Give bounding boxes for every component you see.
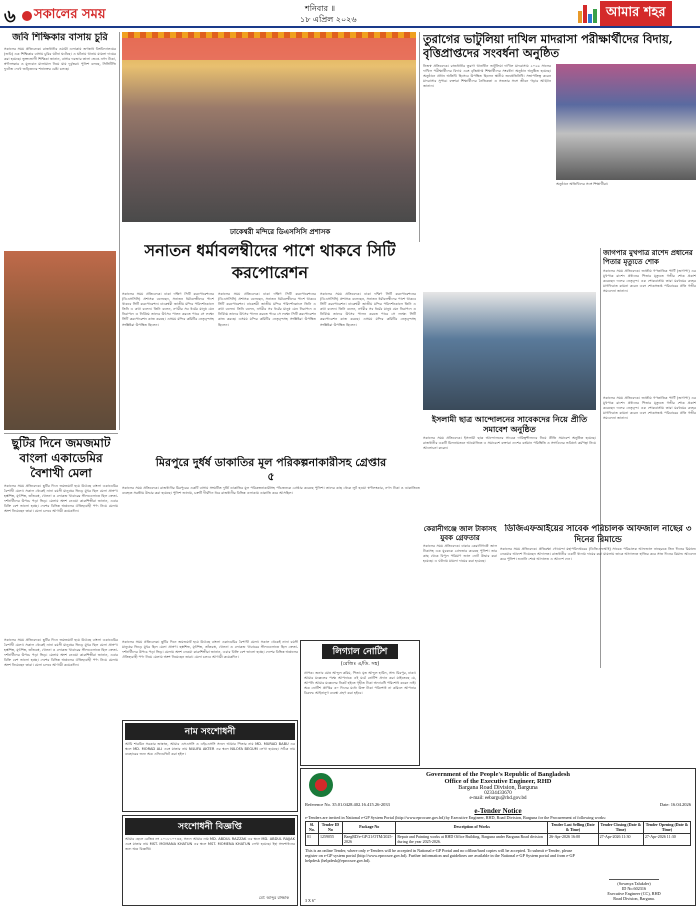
tender-cell: 26-Apr-2026 16:00 [548,834,599,846]
tender-notice [300,768,696,906]
story-body: নিজস্ব প্রতিবেদক। রাজধানীর তুরাগ থানাধীন ভাটুলিয়া দাখিল মাদরাসায় ২০২৬ সালের দাখিল পরীক্ষার্থীদের বিদায় এবং বৃত্তিপ্রাপ্ত শিক্ষার্থীদের সংবর্ধনা অনুষ্ঠান অনুষ্ঠিত হয়েছে। অনুষ্ঠানে প্রধান অতিথি হিসেবে উপস্থিত ছিলেন স্থানীয় জনপ্রতিনিধি। সভাপতিত্ব করেন মাদরাসার সুপার। বক্তারা শিক্ষার্থীদের নৈতিকতা ও সততার সঙ্গে জীবন গড়ার আহ্বান জানান। [423,64,551,89]
tender-email: e-mail: eebargu@rhd.gov.bd [469,796,527,801]
page-number: ৬ [4,6,16,27]
story-title: ছুটির দিনে জমজমাট বাংলা একাডেমির বৈশাখী মেলা [11,436,111,480]
photo-mela-stalls [4,251,116,430]
notice-body: আমি শারমিন সরকার জান্নাত, আমার এসএসসি ও এইচএসসি সনদে আমার পিতার নাম MD. MURAD BABU এর স্থলে MD. MORAD ALI এবং মাতার নাম NILUFA AKTER এর স্থলে NILOFA BEGUM লেখা হয়েছে। সঠিক নাম ব্যবহারের জন্য অত্র এফিডেভিট করা হইল। [125,742,295,757]
story-theft [4,32,116,430]
signature-scribble-icon [609,874,659,880]
tender-title: e-Tender Notice [474,807,522,815]
legal-notice-subtitle: (রেজিঃ এ/ডি. সহ) [340,661,380,667]
notice-title: সংশোধনী বিজ্ঞপ্তি [125,818,295,835]
sign-name: (Sowmya Talukder) [617,881,651,886]
section-badge [578,1,696,25]
tender-gov: Government of the People's Republic of Bangladesh [425,771,571,778]
story-title: তুরাগের ভাটুলিয়া দাখিল মাদরাসা পরীক্ষার্থীদের বিদায়, বৃত্তিপ্রাপ্তদের সংবর্ধনা অনুষ্ঠিত [423,32,673,60]
notice-title: নাম সংশোধনী [125,723,295,740]
marigold-garland [122,32,416,38]
tender-date: Date: 16.04.2026 [659,802,691,807]
section-name: আমার শহর [600,1,672,26]
city-skyline-icon [578,3,597,23]
tender-phone: 02334433670 [484,791,512,796]
story-title: ইসলামী ছাত্র আন্দোলনের সাবেকদের নিয়ে প্রীতি সমাবেশ অনুষ্ঠিত [431,414,588,434]
banner-text [122,38,416,60]
story-title: কেরানীগঞ্জে জাল টাকাসহ যুবক গ্রেফতার [423,524,497,542]
issue-day: শনিবার ॥ [305,4,336,13]
story-islami [423,414,596,522]
issue-date: ১৮ এপ্রিল ২০২৬ [300,15,357,24]
tender-col-header: Description of Works [396,822,548,834]
story-body: সকালের সময় প্রতিবেদক। রাজধানীর ওয়ারী এলাকায় জগন্নাথ বিশ্ববিদ্যালয়ের (জবি) এক শিক্ষিকার বাসায় চুরির ঘটনা ঘটেছে। এ ঘটনায় থানায় মামলা দায়ের করা হয়েছে। ভুক্তভোগী শিক্ষিকা জানান, বাসার দরজার তালা ভেঙে নগদ টাকা, স্বর্ণালংকার ও মূল্যবান মালামাল নিয়ে যায় দুর্বৃত্তরা। পুলিশ বলছে, সিসিটিভি ফুটেজ দেখে জড়িতদের শনাক্তের চেষ্টা চলছে। [4,47,116,72]
headline-body-col3: সকালের সময় প্রতিবেদক। ঢাকা দক্ষিণ সিটি করপোরেশনের (ডিএসসিসি) প্রশাসক বলেছেন, সনাতন ধর্মাবলম্বীদের পাশে থাকবে সিটি করপোরেশন। ঢাকেশ্বরী জাতীয় মন্দির পরিদর্শনকালে তিনি এ কথা বলেন। তিনি বলেন, নগরীর সব ধর্মের মানুষ যেন নিরাপদে ও নির্বিঘ্নে তাদের উৎসব পালন করতে পারে সে লক্ষ্যে সিটি করপোরেশন কাজ করছে। এসময় মন্দির কমিটির নেতৃবৃন্দসহ সংশ্লিষ্টরা উপস্থিত ছিলেন। [320,292,416,327]
sign-id: ID No.602316 [621,886,647,891]
gov-emblem-icon [309,773,333,797]
ad-code: 3 X 6" [305,898,316,903]
legal-notice-title: লিগ্যাল নোটিশ [322,644,398,659]
story-body: সকালের সময় প্রতিবেদক। ছুটির দিনে জমজমাট হয়ে উঠেছে বাংলা একাডেমির বৈশাখী মেলা। সকাল থেকেই নানা বয়সী মানুষের ভিড়ে মুখর ছিল মেলা প্রাঙ্গণ। হস্তশিল্প, মৃৎশিল্প, তাঁতবস্ত্র, খেলনা ও লোকজ খাবারের স্টলগুলোতে ছিল ক্রেতা-দর্শনার্থীদের উপচে পড়া ভিড়। মেলায় অংশ নেওয়া কারুশিল্পীরা জানান, এবার বিক্রি বেশ ভালো হচ্ছে। দেশের বিভিন্ন অঞ্চলের ঐতিহ্যবাহী পণ্য নিয়ে মেলায় অংশ নিয়েছেন তারা। মেলা চলবে আগামী কয়েকদিন। [4,484,118,514]
tender-cell: Repair and Painting works at RHD Office Building, Barguna under Barguna Road division during the year 2025-2026. [396,834,548,846]
sign-title: Executive Engineer (CC), RHD [607,891,661,896]
paper-name: সকালের সময় [22,5,106,26]
legal-notice-body: প্রাপক: জনাব মোঃ আব্দুল করিম, পিতা: মৃত আব্দুল হামিদ, সাং: মিরপুর, ঢাকা। আমার মক্কেলের পক্ষে আপনাকে এই মর্মে নোটিশ প্রদান করা যাইতেছে যে, আপনি আমার মক্কেলের নিকট হইতে গৃহীত টাকা অদ্যাবধি পরিশোধ করেন নাই। অত্র নোটিশ প্রাপ্তির ৩০ দিনের মধ্যে উক্ত টাকা পরিশোধ না করিলে আপনার বিরুদ্ধে আইনানুগ ব্যবস্থা গ্রহণ করা হইবে। [304,671,416,696]
story-body: সকালের সময় প্রতিবেদক। ইসলামী ছাত্র আন্দোলনের সাবেক দায়িত্বশীলদের নিয়ে প্রীতি সমাবেশ অনুষ্ঠিত হয়েছে। রাজধানীর একটি মিলনায়তনে আয়োজিত এ সমাবেশে বক্তারা দেশের বর্তমান পরিস্থিতি ও সংগঠনের ভবিষ্যৎ কর্মপন্থা নিয়ে আলোচনা করেন। [423,436,596,451]
tender-row [306,834,691,846]
photo-islami-gathering [423,292,596,410]
headline-body-col1: সকালের সময় প্রতিবেদক। ঢাকা দক্ষিণ সিটি করপোরেশনের (ডিএসসিসি) প্রশাসক বলেছেন, সনাতন ধর্মাবলম্বীদের পাশে থাকবে সিটি করপোরেশন। ঢাকেশ্বরী জাতীয় মন্দির পরিদর্শনকালে তিনি এ কথা বলেন। তিনি বলেন, নগরীর সব ধর্মের মানুষ যেন নিরাপদে ও নির্বিঘ্নে তাদের উৎসব পালন করতে পারে সে লক্ষ্যে সিটি করপোরেশন কাজ করছে। এসময় মন্দির কমিটির নেতৃবৃন্দসহ সংশ্লিষ্টরা উপস্থিত ছিলেন। [122,292,214,327]
tender-address: Bargana Road Division, Barguna [458,785,538,791]
story-mela [4,436,118,636]
story-body: সকালের সময় প্রতিবেদক। ঢাকার কেরানীগঞ্জে জাল টাকাসহ এক যুবককে গ্রেফতার করেছে পুলিশ। তার কাছ থেকে বিপুল পরিমাণ জাল নোট উদ্ধার করা হয়েছে। এ ঘটনায় মামলা দায়ের করা হয়েছে। [423,544,497,564]
tender-col-header: Tender Opening (Date & Time) [643,822,690,834]
headline-body-col2: সকালের সময় প্রতিবেদক। ঢাকা দক্ষিণ সিটি করপোরেশনের (ডিএসসিসি) প্রশাসক বলেছেন, সনাতন ধর্মাবলম্বীদের পাশে থাকবে সিটি করপোরেশন। ঢাকেশ্বরী জাতীয় মন্দির পরিদর্শনকালে তিনি এ কথা বলেন। তিনি বলেন, নগরীর সব ধর্মের মানুষ যেন নিরাপদে ও নির্বিঘ্নে তাদের উৎসব পালন করতে পারে সে লক্ষ্যে সিটি করপোরেশন কাজ করছে। এসময় মন্দির কমিটির নেতৃবৃন্দসহ সংশ্লিষ্টরা উপস্থিত ছিলেন। [218,292,316,327]
story-jagpa-cont [603,396,696,506]
tender-col-header: Sl. No. [306,822,319,834]
story-jagpa [603,248,696,393]
sign-office: Road Division, Barguna. [613,896,655,901]
main-photo-caption: ঢাকেশ্বরী মন্দিরে ডিএসসিসি প্রশাসক [230,228,331,236]
tender-cell: 1259055 [318,834,342,846]
notice-signature: মো: আব্দুর রাজ্জাক [258,895,289,900]
story-title: জবি শিক্ষিকার বাসায় চুরি [12,32,108,43]
story-madrasa [423,32,696,244]
tender-intro: e-Tenders are invited in National e-GP System Portal (http://www.eprocure.gov.bd) by Executive Engineer, RHD, Road Division, Barguna for the Procurement of following works: [305,815,607,820]
story-title: জাগপার মুখপাত্র রাশেদ প্রধানের পিতার মৃত্যুতে শোক [603,248,693,266]
story-dgfi [500,524,696,672]
story-body: সকালের সময় প্রতিবেদক। প্রতিরক্ষা গোয়েন্দা মহাপরিদপ্তরের (ডিজিএফআই) সাবেক পরিচালক আফজাল নাছেরকে তিন দিনের রিমান্ডে নেওয়ার আদেশ দিয়েছেন আদালত। রাজধানীর একটি থানায় দায়ের করা মামলায় তাকে আদালতে হাজির করে সাত দিনের রিমান্ড আবেদন করে পুলিশ। শুনানি শেষে আদালত এ আদেশ দেন। [500,547,696,562]
story-mela-cont: সকালের সময় প্রতিবেদক। ছুটির দিনে জমজমাট হয়ে উঠেছে বাংলা একাডেমির বৈশাখী মেলা। সকাল থেকেই নানা বয়সী মানুষের ভিড়ে মুখর ছিল মেলা প্রাঙ্গণ। হস্তশিল্প, মৃৎশিল্প, তাঁতবস্ত্র, খেলনা ও লোকজ খাবারের স্টলগুলোতে ছিল ক্রেতা-দর্শনার্থীদের উপচে পড়া ভিড়। মেলায় অংশ নেওয়া কারুশিল্পীরা জানান, এবার বিক্রি বেশ ভালো হচ্ছে। দেশের বিভিন্ন অঞ্চলের ঐতিহ্যবাহী পণ্য নিয়ে মেলায় অংশ নিয়েছেন তারা। মেলা চলবে আগামী কয়েকদিন। [4,638,118,668]
tender-reference: Reference No. 35.01.0428.402.16.415.26-2033 [305,802,390,807]
tender-col-header: Tender Last Selling (Date & Time) [548,822,599,834]
tender-col-header: Tender ID No [318,822,342,834]
tender-office: Office of the Executive Engineer, RHD [444,778,552,785]
photo-caption: অনুষ্ঠানে অতিথিদের সঙ্গে শিক্ষার্থীরা। [556,182,609,186]
legal-notice [300,640,420,766]
tender-cell: 27-Apr-2026 11:30 [598,834,643,846]
tender-footer: This is an online Tender, where only e-Tenders will be accepted in National e-GP Portal and no offline/hard copies will be accepted. To submit e-Tender, please register on e-GP system portal (http://www.eprocure.gov.bd). Further information and guidelines are available in the National e-GP System portal and from e-GP helpdesk (helpdesk@eprocure.gov.bd). [305,848,575,864]
story-mela-col2: সকালের সময় প্রতিবেদক। ছুটির দিনে জমজমাট হয়ে উঠেছে বাংলা একাডেমির বৈশাখী মেলা। সকাল থেকেই নানা বয়সী মানুষের ভিড়ে মুখর ছিল মেলা প্রাঙ্গণ। হস্তশিল্প, মৃৎশিল্প, তাঁতবস্ত্র, খেলনা ও লোকজ খাবারের স্টলগুলোতে ছিল ক্রেতা-দর্শনার্থীদের উপচে পড়া ভিড়। মেলায় অংশ নেওয়া কারুশিল্পীরা জানান, এবার বিক্রি বেশ ভালো হচ্ছে। দেশের বিভিন্ন অঞ্চলের ঐতিহ্যবাহী পণ্য নিয়ে মেলায় অংশ নিয়েছেন তারা। মেলা চলবে আগামী কয়েকদিন। [122,640,298,660]
notice-body: আমার ছেলে রেজিঃ নং ২০১৮১০৭৩৩, সনদে আমার নাম MD. ABDUL RAZZAK এর স্থলে MD. ABDUL RAJJAK এবং মাতার নাম MST. MOMANA KHATUN এর স্থলে MST. MOMENA KHATUN লেখা হয়েছে। ইহা সংশোধনের জন্য অত্র বিজ্ঞপ্তি। [125,837,295,852]
photo-madrasa-event [556,64,696,180]
story-body: সকালের সময় প্রতিবেদক। রাজধানীর মিরপুরের একটি বাসায় সংঘটিত দুর্ধর্ষ ডাকাতির মূল পরিকল্পনাকারীসহ পাঁচজনকে গ্রেপ্তার করেছে পুলিশ। তাদের কাছ থেকে লুট হওয়া স্বর্ণালংকার, নগদ টাকা ও ডাকাতিতে ব্যবহৃত সরঞ্জাম উদ্ধার করা হয়েছে। পুলিশ জানায়, চক্রটি দীর্ঘদিন ধরে রাজধানীর বিভিন্ন এলাকায় ডাকাতি করে আসছিল। [122,486,420,496]
photo-dscc-temple [122,32,416,222]
story-mirpur [122,456,420,638]
story-body: সকালের সময় প্রতিবেদক। জাতীয় গণতান্ত্রিক পার্টি (জাগপা) এর মুখপাত্র রাশেদ প্রধানের পিতার মৃত্যুতে গভীর শোক প্রকাশ করেছেন দলের নেতৃবৃন্দ। এক শোকবার্তায় তারা মরহুমের রুহের মাগফিরাত কামনা করেন এবং শোকসন্তপ্ত পরিবারের প্রতি গভীর সমবেদনা জানান। [603,396,696,421]
tender-cell: 01 [306,834,319,846]
tender-cell: BaegRD/e-GP/21/OTM/2025-2026 [343,834,396,846]
paper-logo-icon [22,11,32,21]
masthead [0,0,700,28]
tender-table [305,821,691,846]
tender-col-header: Package No [343,822,396,834]
tender-col-header: Tender Closing (Date & Time) [598,822,643,834]
tender-cell: 27-Apr-2026 11:30 [643,834,690,846]
story-title: মিরপুরে দুর্ধর্ষ ডাকাতির মূল পরিকল্পনাকারীসহ গ্রেপ্তার ৫ [155,456,387,483]
name-change-notice [122,720,298,812]
story-keraniganj [423,524,497,628]
tender-signature-block [579,874,689,901]
story-title: ডিজিএফআইয়ের সাবেক পরিচালক আফজাল নাছের ৩ দিনের রিমান্ডে [504,524,692,545]
story-body: সকালের সময় প্রতিবেদক। জাতীয় গণতান্ত্রিক পার্টি (জাগপা) এর মুখপাত্র রাশেদ প্রধানের পিতার মৃত্যুতে গভীর শোক প্রকাশ করেছেন দলের নেতৃবৃন্দ। এক শোকবার্তায় তারা মরহুমের রুহের মাগফিরাত কামনা করেন এবং শোকসন্তপ্ত পরিবারের প্রতি গভীর সমবেদনা জানান। [603,269,696,294]
correction-notice [122,815,298,906]
headline-dscc: সনাতন ধর্মাবলম্বীদের পাশে থাকবে সিটি করপোরেশন [144,241,396,282]
